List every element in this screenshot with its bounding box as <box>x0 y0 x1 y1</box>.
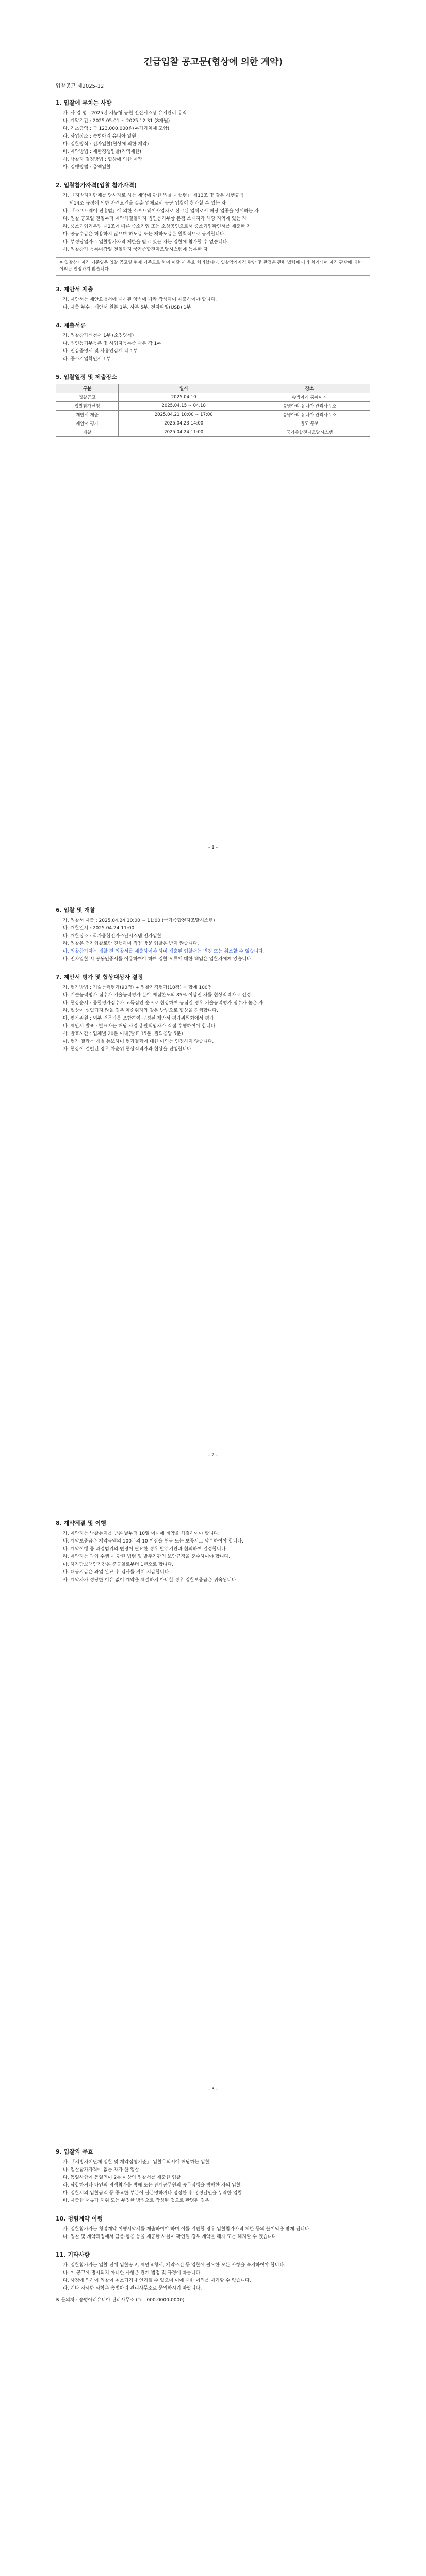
list-item: 나. 「소프트웨어 진흥법」에 의한 소프트웨어사업자로 신고된 업체로서 해당 업종을 영위하는 자 <box>63 209 259 214</box>
table-cell: 2025.04.24 11:00 <box>119 428 249 437</box>
list-item: 바. 계약방법 : 제한경쟁입찰(지역제한) <box>63 149 141 155</box>
table-header: 장소 <box>249 384 370 393</box>
section-title: 8. 계약체결 및 이행 <box>56 1520 106 1527</box>
table-row <box>56 411 370 419</box>
table-cell: 제안서 평가 <box>56 419 119 428</box>
list-item: 사. 입찰참가 등록마감일 전일까지 국가종합전자조달시스템에 등록한 자 <box>63 247 208 252</box>
table-cell: 송병아리 홈페이지 <box>249 393 370 402</box>
list-item: 나. 제출 부수 : 제안서 원본 1부, 사본 5부, 전자파일(USB) 1부 <box>63 305 191 310</box>
table-row <box>56 419 370 428</box>
section-title: 11. 기타사항 <box>56 2251 90 2258</box>
section-title: 6. 입찰 및 개찰 <box>56 907 95 913</box>
list-item: 다. 계약이행 중 과업범위의 변경이 필요한 경우 발주기관과 협의하여 결정합니다. <box>63 1547 227 1552</box>
section-title: 3. 제안서 제출 <box>56 286 93 293</box>
list-item: 가. 사 업 명 : 2025년 지능형 공원 전산시스템 유지관리 용역 <box>63 111 187 116</box>
section-2 <box>56 181 370 276</box>
table-cell: 입찰참가신청 <box>56 402 119 411</box>
table-cell: 송병아리 유니아 관리사무소 <box>249 402 370 411</box>
list-item: 라. 사업장소 : 송병아리 유니아 일원 <box>63 134 136 139</box>
list-item: 바. 대금지급은 과업 완료 후 검사를 거쳐 지급합니다. <box>63 1570 171 1575</box>
section-title: 1. 입찰에 부치는 사항 <box>56 99 112 106</box>
list-item: 마. 입찰방식 : 전자입찰(협상에 의한 계약) <box>63 142 149 147</box>
section-4 <box>56 321 370 363</box>
section-title: 10. 청렴계약 이행 <box>56 2215 103 2222</box>
table-row <box>56 402 370 411</box>
table-row <box>56 393 370 402</box>
list-item: 다. 입찰 공고일 전일부터 계약체결일까지 법인등기부상 본점 소재지가 해당 지역에 있는 자 <box>63 216 247 222</box>
list-item: 나. 개찰일시 : 2025.04.24 11:00 <box>63 926 135 931</box>
list-item: 마. 공동수급은 허용하지 않으며 하도급 또는 재하도급은 원칙적으로 금지합니다. <box>63 232 226 237</box>
list-item: 나. 이 공고에 명시되지 아니한 사항은 관계 법령 및 규정에 따릅니다. <box>63 2270 202 2276</box>
list-item: 가. 입찰참가자는 청렴계약 이행서약서를 제출하여야 하며 이를 위반할 경우 입찰참가자격 제한 등의 불이익을 받게 됩니다. <box>63 2227 311 2232</box>
list-item: 라. 계약자는 과업 수행 시 관련 법령 및 발주기관의 보안규정을 준수하여야 합니다. <box>63 1554 231 1560</box>
schedule-table <box>56 384 370 437</box>
table-cell: 입찰공고 <box>56 393 119 402</box>
list-item: 마. 입찰서의 입찰금액 등 중요한 부분이 불분명하거나 정정한 후 정정날인을 누락한 입찰 <box>63 2191 242 2196</box>
contact-info: ※ 문의처 : 송병아리유니아 관리사무소 (Tel. 000-0000-0000) <box>56 2298 185 2303</box>
list-item: 다. 사정에 의하여 입찰이 취소되거나 연기될 수 있으며 이에 대한 이의를 제기할 수 없습니다. <box>63 2278 251 2283</box>
list-item: 라. 담합하거나 타인의 경쟁참가를 방해 또는 관계공무원의 공무집행을 방해한 자의 입찰 <box>63 2183 241 2188</box>
list-item: 바. 제안서 발표 : 발표자는 해당 사업 총괄책임자가 직접 수행하여야 합니다. <box>63 1024 217 1029</box>
section-title: 7. 제안서 평가 및 협상대상자 결정 <box>56 974 143 980</box>
list-item: 제14조 규정에 의한 자격요건을 갖춘 업체로서 공공 입찰에 참가할 수 있는 자 <box>69 201 226 206</box>
section-title: 5. 입찰일정 및 제출장소 <box>56 374 117 380</box>
list-item: 다. 동일사항에 동일인이 2통 이상의 입찰서를 제출한 입찰 <box>63 2175 181 2180</box>
list-item: 다. 개찰장소 : 국가종합전자조달시스템 전자입찰 <box>63 934 162 939</box>
section-8 <box>56 1510 370 1584</box>
list-item: 나. 입찰참가자격이 없는 자가 한 입찰 <box>63 2167 139 2173</box>
table-cell: 국가종합전자조달시스템 <box>249 428 370 437</box>
section-title: 9. 입찰의 무효 <box>56 2148 93 2155</box>
table-header: 일시 <box>119 384 249 393</box>
list-item: 라. 입찰은 전자입찰로만 진행하며 직접 방문 입찰은 받지 않습니다. <box>63 941 199 946</box>
section-title: 2. 입찰참가자격(입찰 참가자격) <box>56 182 137 189</box>
list-item: 자. 협상이 결렬된 경우 차순위 협상적격자와 협상을 진행합니다. <box>63 1047 193 1052</box>
note-text: ※ 입찰참가자격 기준일은 입찰 공고일 현재 기준으로 하며 미달 시 무효 처리합니다. 입찰참가자격 판단 및 판정은 관련 법령에 따라 처리되며 자격 판단에 대한 이의는 인정하지 않습니다. <box>59 260 362 272</box>
table-cell: 2025.04.10 <box>119 393 249 402</box>
list-item: 가. 제안서는 제안요청서에 제시된 양식에 따라 작성하여 제출하여야 합니다. <box>63 297 217 302</box>
section-6 <box>56 896 370 1054</box>
table-row <box>56 428 370 437</box>
list-item: 마. 하자담보책임기간은 준공일로부터 1년으로 합니다. <box>63 1562 174 1567</box>
table-cell: 제안서 제출 <box>56 411 119 419</box>
list-item: 가. 「지방자치단체 입찰 및 계약집행기준」 입찰유의서에 해당하는 입찰 <box>63 2160 210 2165</box>
list-item: 다. 협상순서 : 종합평가점수가 고득점인 순으로 협상하며 동점일 경우 기술능력평가 점수가 높은 자 <box>63 1001 263 1006</box>
list-item: 나. 입찰 및 계약과정에서 금품·향응 등을 제공한 사실이 확인될 경우 계약을 해제 또는 해지할 수 있습니다. <box>63 2234 278 2240</box>
list-item: 라. 협상이 성립되지 않을 경우 차순위자와 같은 방법으로 협상을 진행합니다. <box>63 1008 218 1013</box>
notice-number: 입찰공고 제2025-12 <box>56 83 104 89</box>
list-item: 바. 제출한 서류가 허위 또는 부정한 방법으로 작성된 것으로 판명된 경우 <box>63 2198 209 2204</box>
list-item: 바. 전자입찰 시 공동인증서를 이용하여야 하며 입찰 오류에 대한 책임은 입찰자에게 있습니다. <box>63 957 253 962</box>
table-header: 구분 <box>56 384 119 393</box>
section-9 <box>56 2138 370 2304</box>
list-item: 라. 중소기업확인서 1부 <box>63 357 111 362</box>
list-item: 다. 인감증명서 및 사용인감계 각 1부 <box>63 349 138 354</box>
table-cell: 별도 통보 <box>249 419 370 428</box>
list-item: 사. 계약자가 정당한 이유 없이 계약을 체결하지 아니할 경우 입찰보증금은 귀속됩니다. <box>63 1578 238 1583</box>
list-item: 가. 입찰서 제출 : 2025.04.24 10:00 ~ 11:00 (국가종합전자조달시스템) <box>63 918 215 923</box>
list-item: 다. 기초금액 : 금 123,000,000원(부가가치세 포함) <box>63 126 170 131</box>
section-1 <box>56 98 370 172</box>
list-item: 나. 계약기간 : 2025.05.01 ~ 2025.12.31 (8개월) <box>63 118 170 124</box>
section-5 <box>56 372 370 437</box>
list-item: 가. 입찰참가신청서 1부 (소정양식) <box>63 333 134 338</box>
section-3 <box>56 285 370 312</box>
list-item: 가. 계약자는 낙찰통지를 받은 날부터 10일 이내에 계약을 체결하여야 합니다. <box>63 1531 220 1536</box>
page-number: - 3 - <box>208 2087 218 2092</box>
list-item: 마. 입찰참가자는 개찰 전 입찰서를 제출하여야 하며 제출된 입찰서는 변경 또는 취소할 수 없습니다. <box>63 949 265 954</box>
list-item: 아. 평가 결과는 개별 통보하며 평가결과에 대한 이의는 인정하지 않습니다. <box>63 1039 214 1044</box>
list-item: 라. 기타 자세한 사항은 송병아리 관리사무소로 문의하시기 바랍니다. <box>63 2286 202 2291</box>
list-item: 나. 법인등기부등본 및 사업자등록증 사본 각 1부 <box>63 341 161 346</box>
document-title: 긴급입찰 공고문(협상에 의한 계약) <box>143 57 283 67</box>
list-item: 바. 부정당업자로 입찰참가자격 제한을 받고 있는 자는 입찰에 참가할 수 없습니다. <box>63 240 229 245</box>
table-cell: 송병아리 유니아 관리사무소 <box>249 411 370 419</box>
list-item: 사. 발표시간 : 업체별 20분 이내(발표 15분, 질의응답 5분) <box>63 1031 183 1037</box>
list-item: 나. 기술능력평가 점수가 기술능력평가 분야 배점한도의 85% 이상인 자를 협상적격자로 선정 <box>63 993 251 998</box>
page-number: - 1 - <box>208 845 218 850</box>
section-title: 4. 제출서류 <box>56 322 86 329</box>
table-cell: 2025.04.23 14:00 <box>119 419 249 428</box>
list-item: 마. 평가위원 : 외부 전문가를 포함하여 구성된 제안서 평가위원회에서 평가 <box>63 1016 214 1021</box>
notice-box <box>56 257 370 276</box>
page-number: - 2 - <box>208 1453 218 1458</box>
table-cell: 2025.04.21 10:00 ~ 17:00 <box>119 411 249 419</box>
table-cell: 개찰 <box>56 428 119 437</box>
list-item: 나. 계약보증금은 계약금액의 100분의 10 이상을 현금 또는 보증서로 납부하여야 합니다. <box>63 1539 243 1544</box>
table-cell: 2025.04.15 ~ 04.18 <box>119 402 249 411</box>
list-item: 가. 입찰참가자는 입찰 전에 입찰공고, 제안요청서, 계약조건 등 입찰에 필요한 모든 사항을 숙지하여야 합니다. <box>63 2263 286 2268</box>
list-item: 라. 중소기업기본법 제2조에 따른 중소기업 또는 소상공인으로서 중소기업확인서를 제출한 자 <box>63 224 251 229</box>
list-item: 가. 평가방법 : 기술능력평가(90점) + 입찰가격평가(10점) = 합계 100점 <box>63 985 212 990</box>
list-item: 가. 「지방자치단체를 당사자로 하는 계약에 관한 법률 시행령」 제13조 및 같은 시행규칙 <box>63 193 244 198</box>
list-item: 사. 낙찰자 결정방법 : 협상에 의한 계약 <box>63 157 142 162</box>
list-item: 아. 집행방법 : 총액입찰 <box>63 165 111 170</box>
